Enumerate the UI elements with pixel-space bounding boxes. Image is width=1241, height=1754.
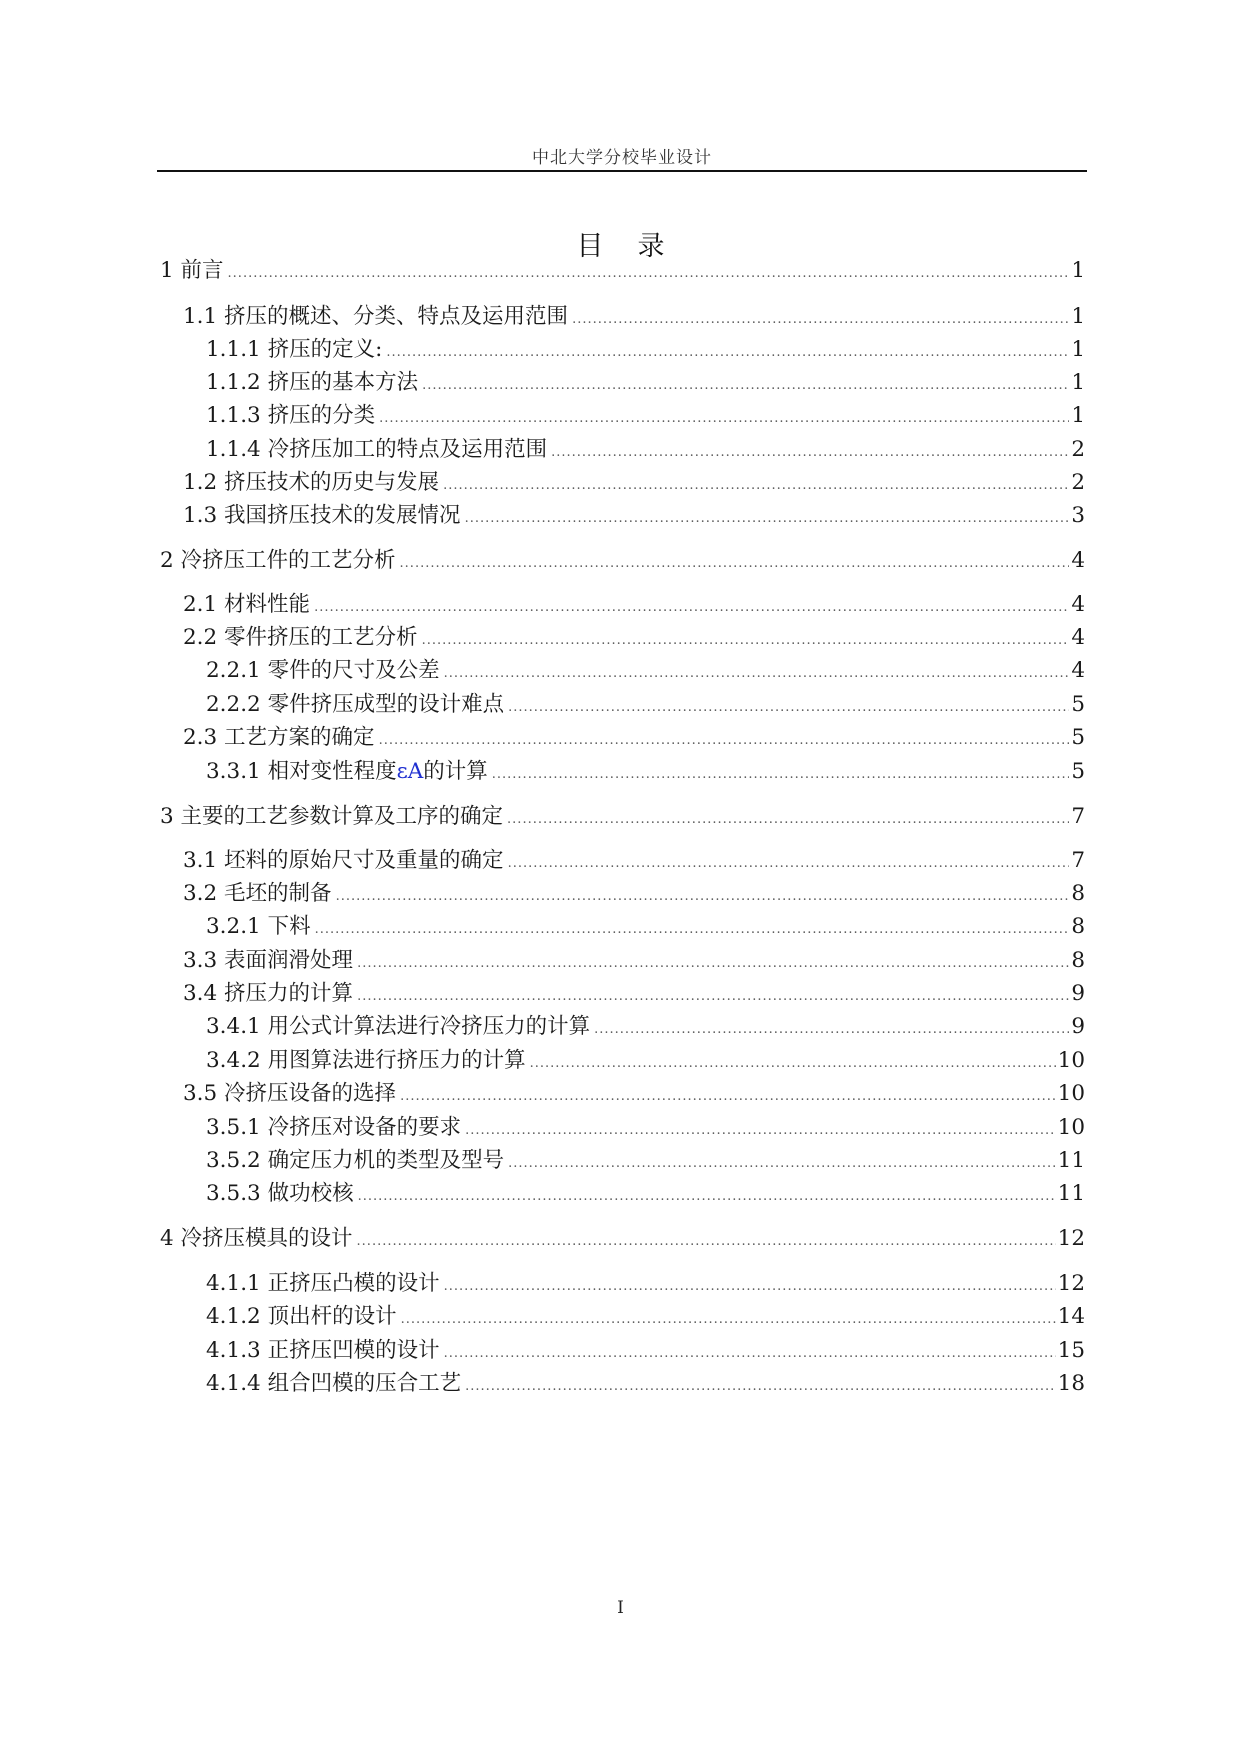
- toc-entry-text: 挤压力的计算: [224, 981, 354, 1006]
- toc-dot-leader: [401, 1305, 1056, 1335]
- toc-entry-page: 10: [1057, 1081, 1085, 1106]
- toc-entry-page: 11: [1057, 1148, 1085, 1173]
- toc-entry-page: 4: [1071, 592, 1085, 617]
- toc-entry-title: [160, 1224, 353, 1254]
- toc-entry-title: [183, 879, 332, 909]
- toc-entry-page: 3: [1071, 503, 1085, 528]
- toc-entry-text: 用图算法进行挤压力的计算: [267, 1048, 526, 1073]
- toc-dot-leader: [508, 1149, 1056, 1179]
- toc-dot-leader: [315, 915, 1070, 945]
- toc-entry-number: 4.1.1: [206, 1271, 261, 1296]
- toc-entry-title: [206, 1113, 461, 1143]
- toc-entry-number: 3.5.1: [206, 1115, 261, 1140]
- toc-entry-number: 3.4.2: [206, 1048, 261, 1073]
- toc-entry-title: [206, 656, 440, 686]
- toc-entry[interactable]: [206, 1012, 1085, 1045]
- toc-entry-page: 5: [1071, 725, 1085, 750]
- toc-entry-title: [183, 468, 439, 498]
- toc-entry-page: 2: [1071, 437, 1085, 462]
- toc-entry-text: 冷挤压对设备的要求: [267, 1115, 462, 1140]
- toc-entry-page: 2: [1071, 470, 1085, 495]
- toc-entry[interactable]: [206, 401, 1085, 434]
- toc-entry-text: 冷挤压设备的选择: [224, 1081, 397, 1106]
- toc-entry-text: 用公式计算法进行冷挤压力的计算: [267, 1014, 591, 1039]
- toc-entry-page: 4: [1071, 658, 1085, 683]
- toc-entry-text: 正挤压凸模的设计: [267, 1271, 440, 1296]
- toc-entry[interactable]: [183, 302, 1085, 335]
- toc-entry-text: 组合凹模的压合工艺: [267, 1371, 462, 1396]
- toc-dot-leader: [530, 1049, 1056, 1079]
- toc-entry-number: 3.4.1: [206, 1014, 261, 1039]
- toc-entry-text: 我国挤压技术的发展情况: [224, 503, 461, 528]
- toc-entry[interactable]: [160, 546, 1085, 579]
- toc-dot-leader: [507, 805, 1069, 835]
- toc-entry-text: 做功校核: [267, 1181, 354, 1206]
- toc-entry[interactable]: [183, 468, 1085, 501]
- toc-entry-number: 2: [160, 548, 174, 573]
- toc-entry-title: [206, 1302, 397, 1332]
- toc-entry-text: 前言: [180, 258, 224, 283]
- toc-entry-text: 冷挤压模具的设计: [180, 1226, 353, 1251]
- toc-entry-number: 1.1: [183, 304, 218, 329]
- toc-entry-page: 8: [1071, 948, 1085, 973]
- toc-entry-text: 挤压的定义:: [267, 337, 383, 362]
- toc-dot-leader: [379, 726, 1070, 756]
- toc-entry-page: 10: [1057, 1048, 1085, 1073]
- toc-entry[interactable]: [160, 1224, 1085, 1257]
- toc-entry-text: 材料性能: [224, 592, 311, 617]
- toc-entry-number: 4: [160, 1226, 174, 1251]
- toc-dot-leader: [358, 1182, 1056, 1212]
- toc-entry-page: 1: [1071, 370, 1085, 395]
- toc-dot-leader: [444, 1272, 1056, 1302]
- toc-entry-number: 2.3: [183, 725, 218, 750]
- toc-entry[interactable]: [206, 335, 1085, 368]
- toc-entry-number: 3.2: [183, 881, 218, 906]
- toc-entry[interactable]: [206, 1269, 1085, 1302]
- toc-entry-title: [206, 912, 311, 942]
- toc-entry-title: [183, 1079, 396, 1109]
- toc-entry-page: 4: [1071, 548, 1085, 573]
- toc-entry-number: 1.2: [183, 470, 218, 495]
- toc-entry-text: 零件的尺寸及公差: [267, 658, 440, 683]
- toc-entry[interactable]: [206, 1046, 1085, 1079]
- toc-entry-page: 9: [1071, 1014, 1085, 1039]
- toc-entry-title: [183, 623, 418, 653]
- toc-entry-text: 零件挤压的工艺分析: [224, 625, 418, 650]
- toc-entry-text: 工艺方案的确定: [224, 725, 375, 750]
- toc-dot-leader: [422, 626, 1070, 656]
- toc-entry-title: [206, 435, 547, 465]
- toc-entry-number: 1.1.3: [206, 403, 261, 428]
- toc-entry-title: [206, 1179, 354, 1209]
- toc-entry-number: 1.1.1: [206, 337, 261, 362]
- toc-entry-number: 1.3: [183, 503, 218, 528]
- toc-dot-leader: [444, 1339, 1056, 1369]
- toc-entry-title: [206, 1046, 526, 1076]
- toc-entry-text: 正挤压凹模的设计: [267, 1338, 440, 1363]
- toc-entry-page: 1: [1071, 258, 1085, 283]
- toc-entry[interactable]: [160, 256, 1085, 289]
- toc-entry[interactable]: [183, 879, 1085, 912]
- toc-entry[interactable]: [183, 723, 1085, 756]
- toc-entry-title: [206, 1369, 461, 1399]
- toc-entry-title: [183, 979, 353, 1009]
- toc-dot-leader: [400, 549, 1070, 579]
- toc-entry[interactable]: [206, 656, 1085, 689]
- toc-dot-leader: [444, 659, 1070, 689]
- toc-entry-page: 9: [1071, 981, 1085, 1006]
- toc-entry[interactable]: [206, 1302, 1085, 1335]
- toc-entry-title: [206, 757, 488, 787]
- toc-entry-number: 2.2: [183, 625, 218, 650]
- toc-dot-leader: [443, 471, 1069, 501]
- toc-entry-text: 挤压的分类: [267, 403, 376, 428]
- toc-dot-leader: [379, 404, 1069, 434]
- toc-entry-number: 4.1.2: [206, 1304, 261, 1329]
- toc-entry[interactable]: [206, 1113, 1085, 1146]
- toc-entry-number: 3.3.1: [206, 759, 261, 784]
- toc-entry-title: [206, 690, 504, 720]
- page-number: I: [617, 1598, 624, 1618]
- toc-entry-page: 4: [1071, 625, 1085, 650]
- toc-entry-number: 3.5: [183, 1081, 218, 1106]
- toc-entry[interactable]: [183, 623, 1085, 656]
- toc-entry[interactable]: [183, 846, 1085, 879]
- toc-dot-leader: [228, 259, 1070, 289]
- toc-entry-title: [183, 723, 375, 753]
- toc-dot-leader: [465, 504, 1070, 534]
- toc-dot-leader: [386, 338, 1069, 368]
- toc-entry-symbol: εA: [396, 759, 424, 784]
- toc-entry[interactable]: [183, 1079, 1085, 1112]
- toc-entry[interactable]: [206, 757, 1085, 790]
- toc-entry-number: 2.1: [183, 592, 218, 617]
- toc-entry-text: 主要的工艺参数计算及工序的确定: [180, 804, 504, 829]
- toc-entry[interactable]: [206, 435, 1085, 468]
- toc-entry-text: 顶出杆的设计: [267, 1304, 397, 1329]
- toc-dot-leader: [357, 949, 1069, 979]
- toc-entry-number: 4.1.4: [206, 1371, 261, 1396]
- toc-entry-number: 1.1.2: [206, 370, 261, 395]
- toc-dot-leader: [508, 849, 1070, 879]
- toc-entry-title: [183, 590, 310, 620]
- toc-title: 目录: [576, 231, 699, 262]
- toc-entry-number: 4.1.3: [206, 1338, 261, 1363]
- toc-entry-title: [160, 802, 503, 832]
- toc-entry-number: 3.4: [183, 981, 218, 1006]
- toc-entry[interactable]: [160, 802, 1085, 835]
- toc-entry-title: [206, 1269, 440, 1299]
- toc-entry-text: 零件挤压成型的设计难点: [267, 692, 505, 717]
- toc-entry-title: [160, 546, 396, 576]
- toc-entry[interactable]: [206, 1146, 1085, 1179]
- toc-entry-number: 1: [160, 258, 174, 283]
- toc-entry-number: 3.5.2: [206, 1148, 261, 1173]
- toc-entry-page: 10: [1057, 1115, 1085, 1140]
- toc-entry-text: 毛坯的制备: [224, 881, 332, 906]
- toc-dot-leader: [508, 693, 1069, 723]
- toc-entry-page: 12: [1057, 1271, 1085, 1296]
- toc-dot-leader: [492, 760, 1070, 790]
- toc-entry-text: 坯料的原始尺寸及重量的确定: [224, 848, 504, 873]
- toc-entry-text: 挤压的概述、分类、特点及运用范围: [224, 304, 569, 329]
- toc-entry-text: 下料: [267, 914, 311, 939]
- toc-entry-title: [206, 1336, 440, 1366]
- toc-entry-number: 1.1.4: [206, 437, 261, 462]
- toc-entry-number: 3.1: [183, 848, 218, 873]
- toc-entry-page: 11: [1057, 1181, 1085, 1206]
- toc-entry[interactable]: [206, 1179, 1085, 1212]
- toc-dot-leader: [551, 438, 1069, 468]
- toc-entry-title: [183, 501, 461, 531]
- toc-entry[interactable]: [183, 590, 1085, 623]
- toc-entry-number: 3.3: [183, 948, 218, 973]
- toc-entry-text: 挤压的基本方法: [267, 370, 419, 395]
- toc-entry-title: [160, 256, 224, 286]
- toc-entry[interactable]: [183, 946, 1085, 979]
- toc-entry-text: 冷挤压加工的特点及运用范围: [267, 437, 548, 462]
- toc-entry-text: 冷挤压工件的工艺分析: [180, 548, 396, 573]
- toc-dot-leader: [357, 982, 1069, 1012]
- toc-entry-text: 确定压力机的类型及型号: [267, 1148, 505, 1173]
- toc-entry[interactable]: [206, 368, 1085, 401]
- toc-dot-leader: [572, 305, 1069, 335]
- toc-entry-title: [183, 946, 353, 976]
- toc-entry-title: [206, 335, 382, 365]
- toc-entry-number: 2.2.2: [206, 692, 261, 717]
- toc-dot-leader: [314, 593, 1069, 623]
- toc-entry-number: 3: [160, 804, 174, 829]
- toc-entry-text: 相对变性程度: [267, 759, 397, 784]
- toc-entry[interactable]: [206, 1369, 1085, 1402]
- toc-dot-leader: [594, 1015, 1069, 1045]
- toc-dot-leader: [357, 1227, 1056, 1257]
- toc-entry-page: 14: [1057, 1304, 1085, 1329]
- toc-dot-leader: [465, 1116, 1056, 1146]
- toc-entry-page: 15: [1057, 1338, 1085, 1363]
- toc-entry-page: 8: [1071, 881, 1085, 906]
- toc-dot-leader: [400, 1082, 1056, 1112]
- toc-entry[interactable]: [206, 1336, 1085, 1369]
- toc-dot-leader: [336, 882, 1070, 912]
- toc-entry-number: 3.2.1: [206, 914, 261, 939]
- toc-entry-page: 1: [1071, 304, 1085, 329]
- toc-entry[interactable]: [183, 501, 1085, 534]
- toc-entry-title: [206, 368, 418, 398]
- toc-entry-page: 7: [1071, 848, 1085, 873]
- toc-entry-page: 7: [1071, 804, 1085, 829]
- toc-entry-title: [206, 401, 375, 431]
- toc-entry-title: [206, 1012, 590, 1042]
- toc-entry-page: 8: [1071, 914, 1085, 939]
- toc-entry-page: 5: [1071, 692, 1085, 717]
- toc-entry-page: 12: [1057, 1226, 1085, 1251]
- toc-entry-text: 表面润滑处理: [224, 948, 354, 973]
- toc-entry-page: 18: [1057, 1371, 1085, 1396]
- toc-entry[interactable]: [206, 912, 1085, 945]
- toc-dot-leader: [422, 371, 1069, 401]
- toc-entry-text: 挤压技术的历史与发展: [224, 470, 440, 495]
- toc-entry-page: 1: [1071, 337, 1085, 362]
- running-header: 中北大学分校毕业设计: [532, 148, 712, 168]
- toc-entry-page: 5: [1071, 759, 1085, 784]
- toc-dot-leader: [465, 1372, 1056, 1402]
- toc-entry-number: 2.2.1: [206, 658, 261, 683]
- toc-entry-title: [183, 846, 504, 876]
- toc-entry-text-suffix: 的计算: [423, 759, 488, 784]
- toc-entry-page: 1: [1071, 403, 1085, 428]
- toc-entry[interactable]: [206, 690, 1085, 723]
- toc-entry-number: 3.5.3: [206, 1181, 261, 1206]
- toc-entry-title: [206, 1146, 504, 1176]
- toc-entry[interactable]: [183, 979, 1085, 1012]
- toc-entry-title: [183, 302, 568, 332]
